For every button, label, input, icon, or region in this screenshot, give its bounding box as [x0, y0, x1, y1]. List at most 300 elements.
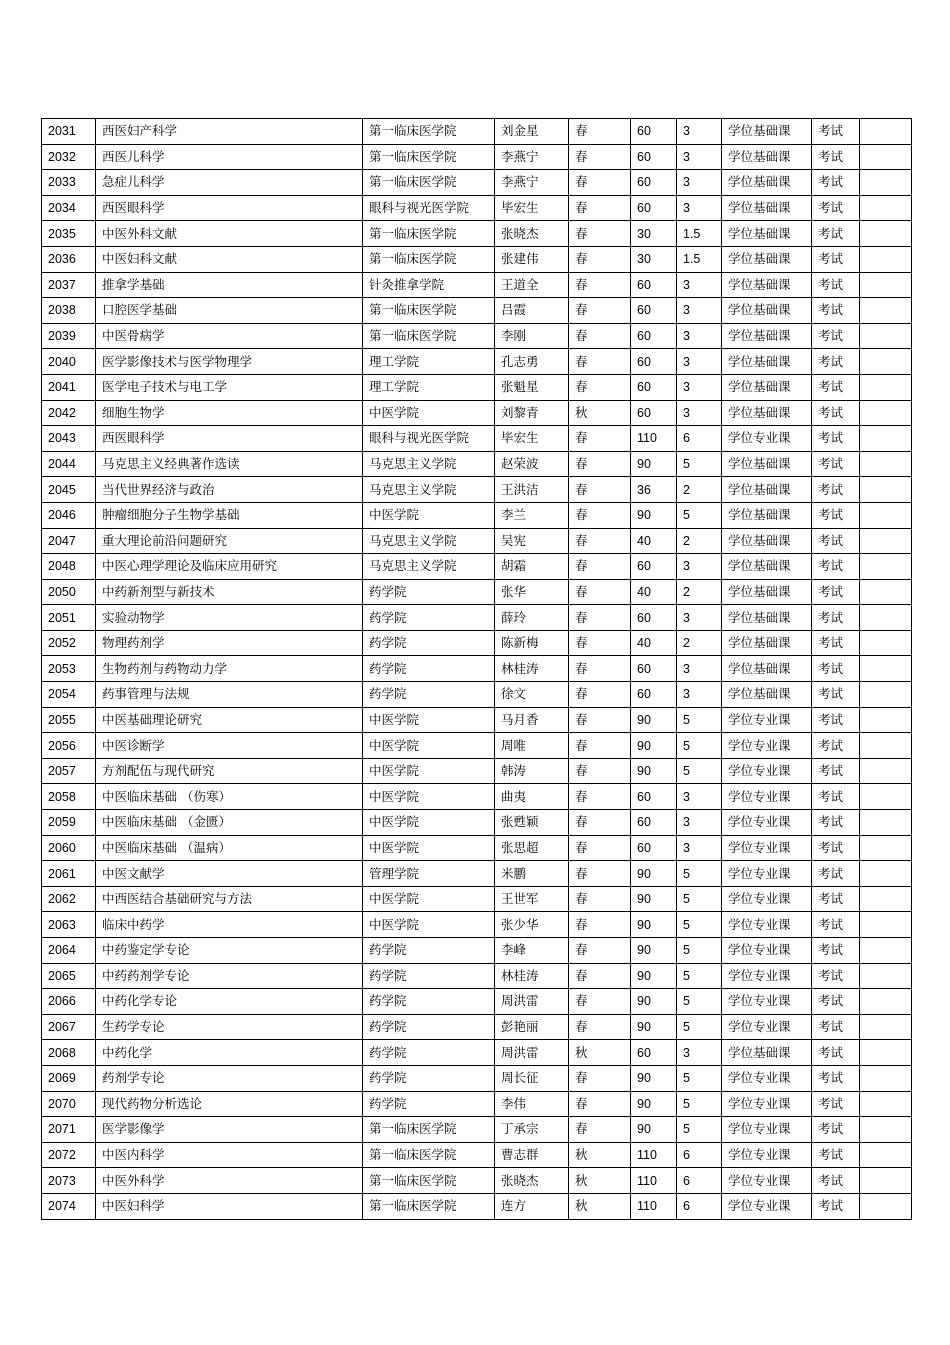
course-code-cell: 2032 [42, 144, 96, 170]
course-code-cell: 2054 [42, 682, 96, 708]
course-type-cell: 学位基础课 [722, 144, 812, 170]
exam-type-cell: 考试 [812, 1117, 860, 1143]
credits-cell: 3 [677, 374, 722, 400]
college-cell: 药学院 [363, 682, 495, 708]
college-cell: 药学院 [363, 1065, 495, 1091]
hours-cell: 90 [631, 1091, 677, 1117]
hours-cell: 60 [631, 272, 677, 298]
course-code-cell: 2043 [42, 426, 96, 452]
note-cell [860, 528, 912, 554]
teacher-cell: 张少华 [495, 912, 569, 938]
course-name-cell: 中医文献学 [96, 861, 363, 887]
term-cell: 春 [569, 1065, 631, 1091]
college-cell: 眼科与视光医学院 [363, 426, 495, 452]
exam-type-cell: 考试 [812, 246, 860, 272]
college-cell: 马克思主义学院 [363, 528, 495, 554]
credits-cell: 2 [677, 630, 722, 656]
course-type-cell: 学位专业课 [722, 1142, 812, 1168]
course-code-cell: 2064 [42, 938, 96, 964]
note-cell [860, 221, 912, 247]
hours-cell: 60 [631, 323, 677, 349]
course-type-cell: 学位基础课 [722, 221, 812, 247]
course-type-cell: 学位基础课 [722, 195, 812, 221]
course-name-cell: 马克思主义经典著作选读 [96, 451, 363, 477]
course-code-cell: 2061 [42, 861, 96, 887]
note-cell [860, 1091, 912, 1117]
course-name-cell: 中药药剂学专论 [96, 963, 363, 989]
course-name-cell: 中药化学 [96, 1040, 363, 1066]
term-cell: 春 [569, 579, 631, 605]
hours-cell: 90 [631, 1014, 677, 1040]
course-name-cell: 中医临床基础 （金匮） [96, 810, 363, 836]
exam-type-cell: 考试 [812, 221, 860, 247]
course-type-cell: 学位基础课 [722, 400, 812, 426]
course-name-cell: 中医外科学 [96, 1168, 363, 1194]
term-cell: 春 [569, 707, 631, 733]
credits-cell: 5 [677, 938, 722, 964]
course-code-cell: 2045 [42, 477, 96, 503]
note-cell [860, 451, 912, 477]
table-row [42, 1040, 912, 1066]
college-cell: 第一临床医学院 [363, 170, 495, 196]
hours-cell: 40 [631, 630, 677, 656]
exam-type-cell: 考试 [812, 554, 860, 580]
hours-cell: 40 [631, 579, 677, 605]
table-row [42, 810, 912, 836]
course-name-cell: 中医骨病学 [96, 323, 363, 349]
note-cell [860, 758, 912, 784]
hours-cell: 60 [631, 810, 677, 836]
credits-cell: 3 [677, 119, 722, 145]
table-row [42, 630, 912, 656]
hours-cell: 90 [631, 912, 677, 938]
course-table [41, 118, 912, 1220]
note-cell [860, 1117, 912, 1143]
course-code-cell: 2062 [42, 886, 96, 912]
credits-cell: 6 [677, 1168, 722, 1194]
table-body [42, 119, 912, 1220]
term-cell: 春 [569, 758, 631, 784]
table-row [42, 426, 912, 452]
note-cell [860, 656, 912, 682]
table-row [42, 477, 912, 503]
table-row [42, 323, 912, 349]
term-cell: 春 [569, 605, 631, 631]
note-cell [860, 630, 912, 656]
college-cell: 药学院 [363, 963, 495, 989]
credits-cell: 3 [677, 170, 722, 196]
course-name-cell: 中医妇科文献 [96, 246, 363, 272]
course-type-cell: 学位基础课 [722, 528, 812, 554]
course-name-cell: 西医妇产科学 [96, 119, 363, 145]
exam-type-cell: 考试 [812, 451, 860, 477]
college-cell: 中医学院 [363, 784, 495, 810]
table-row [42, 195, 912, 221]
course-name-cell: 生药学专论 [96, 1014, 363, 1040]
college-cell: 中医学院 [363, 912, 495, 938]
course-type-cell: 学位专业课 [722, 1168, 812, 1194]
credits-cell: 5 [677, 886, 722, 912]
hours-cell: 60 [631, 784, 677, 810]
course-type-cell: 学位基础课 [722, 298, 812, 324]
note-cell [860, 810, 912, 836]
note-cell [860, 733, 912, 759]
exam-type-cell: 考试 [812, 119, 860, 145]
course-code-cell: 2065 [42, 963, 96, 989]
hours-cell: 60 [631, 1040, 677, 1066]
course-name-cell: 中医心理学理论及临床应用研究 [96, 554, 363, 580]
exam-type-cell: 考试 [812, 1014, 860, 1040]
teacher-cell: 彭艳丽 [495, 1014, 569, 1040]
table-row [42, 170, 912, 196]
teacher-cell: 王世军 [495, 886, 569, 912]
exam-type-cell: 考试 [812, 784, 860, 810]
college-cell: 药学院 [363, 579, 495, 605]
course-type-cell: 学位基础课 [722, 477, 812, 503]
college-cell: 理工学院 [363, 374, 495, 400]
course-name-cell: 医学影像技术与医学物理学 [96, 349, 363, 375]
college-cell: 马克思主义学院 [363, 451, 495, 477]
credits-cell: 3 [677, 1040, 722, 1066]
note-cell [860, 1014, 912, 1040]
term-cell: 春 [569, 861, 631, 887]
teacher-cell: 曲夷 [495, 784, 569, 810]
college-cell: 马克思主义学院 [363, 477, 495, 503]
term-cell: 春 [569, 349, 631, 375]
college-cell: 第一临床医学院 [363, 1117, 495, 1143]
course-name-cell: 中医临床基础 （伤寒） [96, 784, 363, 810]
credits-cell: 3 [677, 784, 722, 810]
course-name-cell: 实验动物学 [96, 605, 363, 631]
note-cell [860, 707, 912, 733]
hours-cell: 60 [631, 119, 677, 145]
teacher-cell: 赵荣波 [495, 451, 569, 477]
term-cell: 春 [569, 630, 631, 656]
college-cell: 中医学院 [363, 886, 495, 912]
exam-type-cell: 考试 [812, 195, 860, 221]
course-type-cell: 学位专业课 [722, 963, 812, 989]
exam-type-cell: 考试 [812, 1040, 860, 1066]
college-cell: 第一临床医学院 [363, 1168, 495, 1194]
course-code-cell: 2041 [42, 374, 96, 400]
term-cell: 春 [569, 963, 631, 989]
table-row [42, 119, 912, 145]
table-row [42, 938, 912, 964]
course-code-cell: 2051 [42, 605, 96, 631]
table-row [42, 963, 912, 989]
term-cell: 春 [569, 451, 631, 477]
teacher-cell: 米鹏 [495, 861, 569, 887]
college-cell: 理工学院 [363, 349, 495, 375]
teacher-cell: 胡霜 [495, 554, 569, 580]
table-row [42, 554, 912, 580]
college-cell: 管理学院 [363, 861, 495, 887]
teacher-cell: 周洪雷 [495, 989, 569, 1015]
term-cell: 春 [569, 144, 631, 170]
course-code-cell: 2058 [42, 784, 96, 810]
course-name-cell: 物理药剂学 [96, 630, 363, 656]
exam-type-cell: 考试 [812, 835, 860, 861]
course-type-cell: 学位基础课 [722, 170, 812, 196]
course-code-cell: 2071 [42, 1117, 96, 1143]
course-name-cell: 医学电子技术与电工学 [96, 374, 363, 400]
table-row [42, 707, 912, 733]
course-type-cell: 学位基础课 [722, 502, 812, 528]
table-row [42, 528, 912, 554]
credits-cell: 5 [677, 1117, 722, 1143]
course-type-cell: 学位基础课 [722, 349, 812, 375]
college-cell: 第一临床医学院 [363, 323, 495, 349]
note-cell [860, 323, 912, 349]
course-name-cell: 中医妇科学 [96, 1193, 363, 1219]
teacher-cell: 李刚 [495, 323, 569, 349]
hours-cell: 110 [631, 1168, 677, 1194]
course-type-cell: 学位专业课 [722, 861, 812, 887]
course-code-cell: 2068 [42, 1040, 96, 1066]
course-code-cell: 2034 [42, 195, 96, 221]
course-code-cell: 2050 [42, 579, 96, 605]
exam-type-cell: 考试 [812, 758, 860, 784]
credits-cell: 3 [677, 144, 722, 170]
term-cell: 春 [569, 554, 631, 580]
teacher-cell: 马月香 [495, 707, 569, 733]
hours-cell: 60 [631, 349, 677, 375]
course-code-cell: 2036 [42, 246, 96, 272]
course-name-cell: 中药新剂型与新技术 [96, 579, 363, 605]
credits-cell: 5 [677, 707, 722, 733]
hours-cell: 110 [631, 1142, 677, 1168]
hours-cell: 30 [631, 246, 677, 272]
term-cell: 春 [569, 938, 631, 964]
hours-cell: 36 [631, 477, 677, 503]
course-code-cell: 2035 [42, 221, 96, 247]
teacher-cell: 周洪雷 [495, 1040, 569, 1066]
course-type-cell: 学位专业课 [722, 989, 812, 1015]
term-cell: 春 [569, 912, 631, 938]
table-row [42, 605, 912, 631]
course-type-cell: 学位专业课 [722, 886, 812, 912]
course-type-cell: 学位基础课 [722, 579, 812, 605]
term-cell: 春 [569, 195, 631, 221]
term-cell: 春 [569, 119, 631, 145]
college-cell: 第一临床医学院 [363, 298, 495, 324]
teacher-cell: 李兰 [495, 502, 569, 528]
course-name-cell: 中药鉴定学专论 [96, 938, 363, 964]
credits-cell: 5 [677, 1091, 722, 1117]
term-cell: 春 [569, 886, 631, 912]
course-name-cell: 重大理论前沿问题研究 [96, 528, 363, 554]
exam-type-cell: 考试 [812, 426, 860, 452]
college-cell: 中医学院 [363, 835, 495, 861]
note-cell [860, 195, 912, 221]
table-row [42, 1065, 912, 1091]
teacher-cell: 周长征 [495, 1065, 569, 1091]
term-cell: 春 [569, 477, 631, 503]
exam-type-cell: 考试 [812, 298, 860, 324]
hours-cell: 60 [631, 682, 677, 708]
teacher-cell: 刘黎青 [495, 400, 569, 426]
teacher-cell: 刘金星 [495, 119, 569, 145]
teacher-cell: 李燕宁 [495, 144, 569, 170]
course-type-cell: 学位基础课 [722, 246, 812, 272]
note-cell [860, 784, 912, 810]
course-code-cell: 2038 [42, 298, 96, 324]
exam-type-cell: 考试 [812, 349, 860, 375]
hours-cell: 90 [631, 886, 677, 912]
credits-cell: 5 [677, 1065, 722, 1091]
table-row [42, 758, 912, 784]
table-row [42, 400, 912, 426]
term-cell: 春 [569, 1014, 631, 1040]
course-code-cell: 2048 [42, 554, 96, 580]
course-code-cell: 2069 [42, 1065, 96, 1091]
course-code-cell: 2066 [42, 989, 96, 1015]
course-name-cell: 推拿学基础 [96, 272, 363, 298]
note-cell [860, 605, 912, 631]
hours-cell: 90 [631, 502, 677, 528]
college-cell: 眼科与视光医学院 [363, 195, 495, 221]
course-name-cell: 肿瘤细胞分子生物学基础 [96, 502, 363, 528]
course-name-cell: 中医诊断学 [96, 733, 363, 759]
exam-type-cell: 考试 [812, 272, 860, 298]
term-cell: 秋 [569, 1193, 631, 1219]
course-code-cell: 2067 [42, 1014, 96, 1040]
exam-type-cell: 考试 [812, 656, 860, 682]
teacher-cell: 张华 [495, 579, 569, 605]
credits-cell: 2 [677, 579, 722, 605]
table-row [42, 835, 912, 861]
course-type-cell: 学位专业课 [722, 912, 812, 938]
note-cell [860, 272, 912, 298]
term-cell: 春 [569, 733, 631, 759]
exam-type-cell: 考试 [812, 400, 860, 426]
teacher-cell: 王道全 [495, 272, 569, 298]
teacher-cell: 毕宏生 [495, 426, 569, 452]
teacher-cell: 张甦颖 [495, 810, 569, 836]
course-code-cell: 2044 [42, 451, 96, 477]
exam-type-cell: 考试 [812, 477, 860, 503]
course-type-cell: 学位专业课 [722, 707, 812, 733]
college-cell: 药学院 [363, 605, 495, 631]
course-type-cell: 学位专业课 [722, 784, 812, 810]
teacher-cell: 李峰 [495, 938, 569, 964]
table-row [42, 912, 912, 938]
table-row [42, 221, 912, 247]
table-row [42, 1142, 912, 1168]
exam-type-cell: 考试 [812, 682, 860, 708]
course-name-cell: 生物药剂与药物动力学 [96, 656, 363, 682]
hours-cell: 60 [631, 835, 677, 861]
note-cell [860, 477, 912, 503]
hours-cell: 60 [631, 144, 677, 170]
table-row [42, 502, 912, 528]
hours-cell: 60 [631, 374, 677, 400]
course-name-cell: 急症儿科学 [96, 170, 363, 196]
credits-cell: 2 [677, 477, 722, 503]
hours-cell: 60 [631, 554, 677, 580]
term-cell: 春 [569, 374, 631, 400]
course-code-cell: 2074 [42, 1193, 96, 1219]
note-cell [860, 1065, 912, 1091]
note-cell [860, 835, 912, 861]
term-cell: 春 [569, 246, 631, 272]
teacher-cell: 吴宪 [495, 528, 569, 554]
course-type-cell: 学位基础课 [722, 554, 812, 580]
course-name-cell: 西医眼科学 [96, 195, 363, 221]
course-type-cell: 学位基础课 [722, 323, 812, 349]
teacher-cell: 李燕宁 [495, 170, 569, 196]
credits-cell: 5 [677, 861, 722, 887]
college-cell: 中医学院 [363, 502, 495, 528]
hours-cell: 90 [631, 451, 677, 477]
teacher-cell: 连方 [495, 1193, 569, 1219]
hours-cell: 90 [631, 758, 677, 784]
exam-type-cell: 考试 [812, 810, 860, 836]
course-name-cell: 中西医结合基础研究与方法 [96, 886, 363, 912]
college-cell: 药学院 [363, 989, 495, 1015]
note-cell [860, 682, 912, 708]
course-type-cell: 学位基础课 [722, 1040, 812, 1066]
exam-type-cell: 考试 [812, 374, 860, 400]
course-code-cell: 2056 [42, 733, 96, 759]
hours-cell: 60 [631, 170, 677, 196]
course-name-cell: 中医内科学 [96, 1142, 363, 1168]
credits-cell: 1.5 [677, 221, 722, 247]
course-type-cell: 学位专业课 [722, 938, 812, 964]
course-type-cell: 学位专业课 [722, 1065, 812, 1091]
hours-cell: 90 [631, 861, 677, 887]
hours-cell: 60 [631, 656, 677, 682]
term-cell: 春 [569, 298, 631, 324]
college-cell: 药学院 [363, 630, 495, 656]
college-cell: 中医学院 [363, 707, 495, 733]
course-type-cell: 学位基础课 [722, 272, 812, 298]
course-name-cell: 中药化学专论 [96, 989, 363, 1015]
term-cell: 春 [569, 170, 631, 196]
course-code-cell: 2060 [42, 835, 96, 861]
term-cell: 秋 [569, 400, 631, 426]
table-row [42, 272, 912, 298]
exam-type-cell: 考试 [812, 938, 860, 964]
college-cell: 中医学院 [363, 758, 495, 784]
hours-cell: 60 [631, 400, 677, 426]
hours-cell: 90 [631, 1117, 677, 1143]
course-type-cell: 学位基础课 [722, 682, 812, 708]
term-cell: 春 [569, 272, 631, 298]
credits-cell: 5 [677, 1014, 722, 1040]
credits-cell: 3 [677, 656, 722, 682]
college-cell: 药学院 [363, 656, 495, 682]
teacher-cell: 薛玲 [495, 605, 569, 631]
college-cell: 第一临床医学院 [363, 119, 495, 145]
exam-type-cell: 考试 [812, 912, 860, 938]
table-row [42, 1193, 912, 1219]
note-cell [860, 119, 912, 145]
note-cell [860, 886, 912, 912]
course-code-cell: 2037 [42, 272, 96, 298]
exam-type-cell: 考试 [812, 170, 860, 196]
exam-type-cell: 考试 [812, 630, 860, 656]
exam-type-cell: 考试 [812, 323, 860, 349]
teacher-cell: 张晓杰 [495, 1168, 569, 1194]
course-name-cell: 临床中药学 [96, 912, 363, 938]
credits-cell: 2 [677, 528, 722, 554]
term-cell: 秋 [569, 1142, 631, 1168]
teacher-cell: 张魁星 [495, 374, 569, 400]
credits-cell: 3 [677, 195, 722, 221]
credits-cell: 5 [677, 989, 722, 1015]
credits-cell: 5 [677, 912, 722, 938]
